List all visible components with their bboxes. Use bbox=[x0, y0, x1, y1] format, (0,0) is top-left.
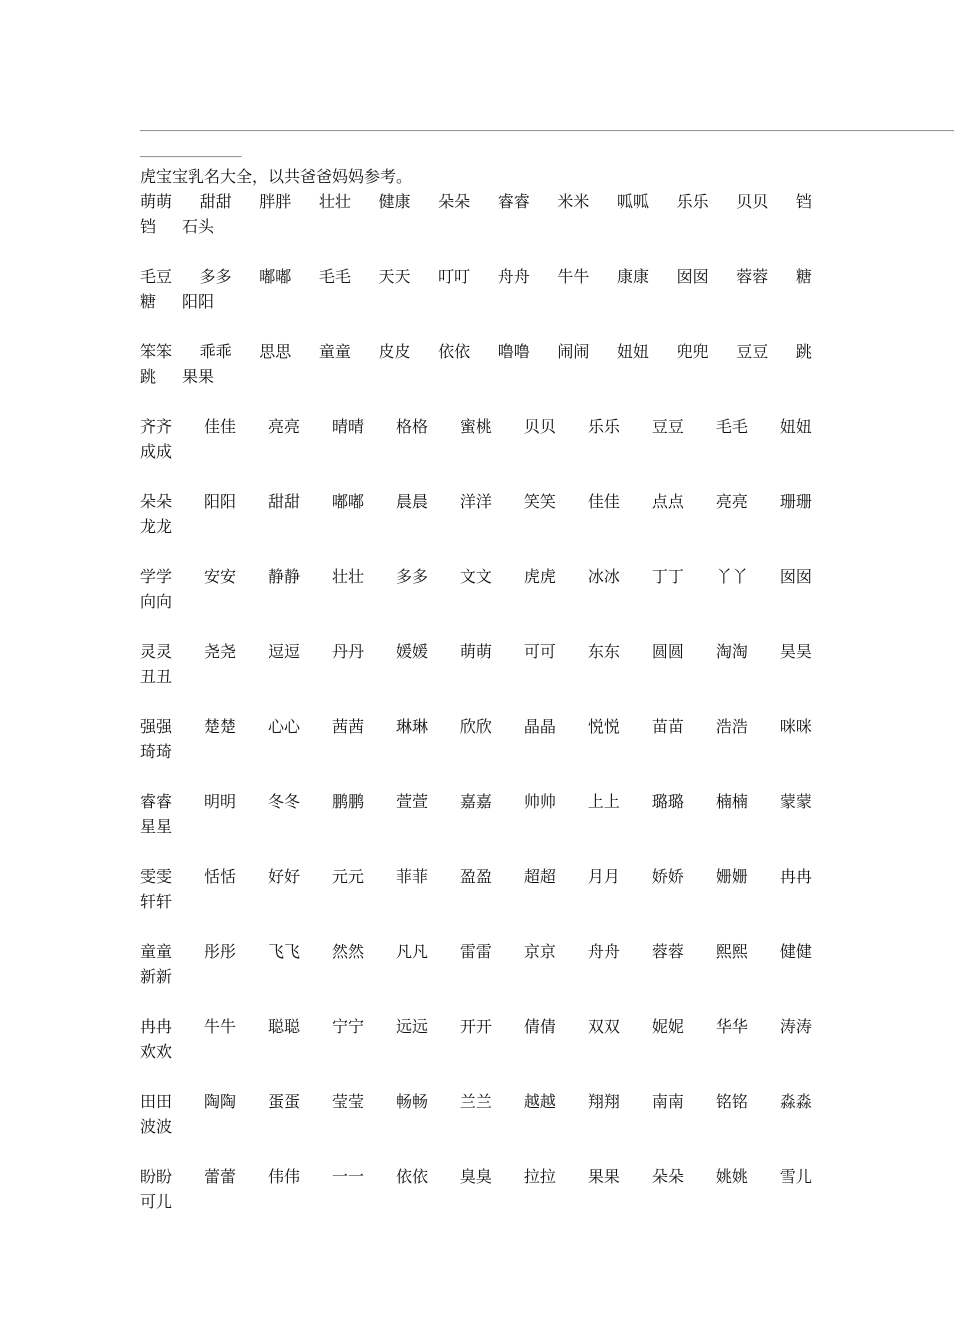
name-line bbox=[140, 414, 812, 439]
name-item: 牛牛 bbox=[203, 1017, 236, 1036]
name-item: 雷雷 bbox=[459, 942, 492, 961]
name-item: 妮妮 bbox=[651, 1017, 684, 1036]
name-item: 丫丫 bbox=[715, 567, 748, 586]
name-item: 跳 bbox=[140, 367, 157, 386]
name-item: 雯雯 bbox=[140, 867, 173, 886]
name-item: 乖乖 bbox=[199, 342, 232, 361]
name-item: 跳 bbox=[795, 342, 812, 361]
name-item: 媛媛 bbox=[395, 642, 428, 661]
name-item: 雪儿 bbox=[779, 1167, 812, 1186]
name-item: 帅帅 bbox=[523, 792, 556, 811]
name-item: 伟伟 bbox=[267, 1167, 300, 1186]
name-item: 咪咪 bbox=[779, 717, 812, 736]
name-item: 妞妞 bbox=[617, 342, 650, 361]
name-item: 兜兜 bbox=[676, 342, 709, 361]
name-item: 星星 bbox=[140, 817, 173, 836]
name-item: 向向 bbox=[140, 592, 173, 611]
name-item: 尧尧 bbox=[203, 642, 236, 661]
name-item: 丑丑 bbox=[140, 667, 173, 686]
name-item: 糖 bbox=[140, 292, 157, 311]
name-item: 上上 bbox=[587, 792, 620, 811]
name-item: 恬恬 bbox=[203, 867, 236, 886]
document-page bbox=[140, 112, 954, 1214]
name-item: 飞飞 bbox=[267, 942, 300, 961]
name-item: 丁丁 bbox=[651, 567, 684, 586]
name-item: 楠楠 bbox=[715, 792, 748, 811]
name-item: 叮叮 bbox=[438, 267, 471, 286]
name-item: 甜甜 bbox=[267, 492, 300, 511]
name-group bbox=[140, 489, 812, 539]
name-item: 朵朵 bbox=[651, 1167, 684, 1186]
name-line-wrap bbox=[140, 964, 812, 989]
name-item: 强强 bbox=[140, 717, 173, 736]
name-item: 龙龙 bbox=[140, 517, 173, 536]
name-item: 米米 bbox=[557, 192, 590, 211]
name-group bbox=[140, 714, 812, 764]
name-item: 彤彤 bbox=[203, 942, 236, 961]
separator-line: ________________________________________________________________________________________________________ bbox=[140, 117, 954, 132]
name-item: 铛 bbox=[795, 192, 812, 211]
name-item: 糖 bbox=[795, 267, 812, 286]
name-item: 宁宁 bbox=[331, 1017, 364, 1036]
name-line bbox=[140, 1014, 812, 1039]
name-item: 萌萌 bbox=[459, 642, 492, 661]
name-item: 田田 bbox=[140, 1092, 173, 1111]
name-item: 蒙蒙 bbox=[779, 792, 812, 811]
name-line-wrap bbox=[140, 364, 812, 389]
name-item: 月月 bbox=[587, 867, 620, 886]
name-item: 南南 bbox=[651, 1092, 684, 1111]
name-item: 华华 bbox=[715, 1017, 748, 1036]
name-item: 丹丹 bbox=[331, 642, 364, 661]
name-item: 朵朵 bbox=[438, 192, 471, 211]
name-line bbox=[140, 864, 812, 889]
name-item: 越越 bbox=[523, 1092, 556, 1111]
name-item: 萌萌 bbox=[140, 192, 173, 211]
name-item: 欣欣 bbox=[459, 717, 492, 736]
name-item: 豆豆 bbox=[736, 342, 769, 361]
name-line bbox=[140, 1089, 812, 1114]
name-item: 倩倩 bbox=[523, 1017, 556, 1036]
name-line-wrap bbox=[140, 589, 812, 614]
name-line bbox=[140, 339, 812, 364]
name-item: 噜噜 bbox=[497, 342, 530, 361]
name-item: 阳阳 bbox=[203, 492, 236, 511]
name-item: 好好 bbox=[267, 867, 300, 886]
name-item: 童童 bbox=[318, 342, 351, 361]
name-item: 陶陶 bbox=[203, 1092, 236, 1111]
name-item: 冉冉 bbox=[779, 867, 812, 886]
name-item: 凡凡 bbox=[395, 942, 428, 961]
name-item: 嘟嘟 bbox=[259, 267, 292, 286]
name-item: 佳佳 bbox=[587, 492, 620, 511]
name-item: 睿睿 bbox=[497, 192, 530, 211]
name-item: 多多 bbox=[199, 267, 232, 286]
name-item: 呱呱 bbox=[617, 192, 650, 211]
name-line-wrap bbox=[140, 214, 812, 239]
name-item: 轩轩 bbox=[140, 892, 173, 911]
name-item: 笨笨 bbox=[140, 342, 173, 361]
name-line bbox=[140, 789, 812, 814]
name-line bbox=[140, 939, 812, 964]
name-item: 格格 bbox=[395, 417, 428, 436]
name-item: 兰兰 bbox=[459, 1092, 492, 1111]
name-group bbox=[140, 564, 812, 614]
name-item: 菲菲 bbox=[395, 867, 428, 886]
name-item: 童童 bbox=[140, 942, 173, 961]
name-line bbox=[140, 564, 812, 589]
name-item: 阳阳 bbox=[182, 292, 215, 311]
name-item: 毛毛 bbox=[715, 417, 748, 436]
name-item: 萱萱 bbox=[395, 792, 428, 811]
name-item: 静静 bbox=[267, 567, 300, 586]
name-item: 灵灵 bbox=[140, 642, 173, 661]
name-item: 嘟嘟 bbox=[331, 492, 364, 511]
name-item: 笑笑 bbox=[523, 492, 556, 511]
name-item: 茜茜 bbox=[331, 717, 364, 736]
intro-text: 虎宝宝乳名大全，以共爸爸妈妈参考。 bbox=[140, 167, 413, 186]
name-line-wrap bbox=[140, 289, 812, 314]
name-item: 健健 bbox=[779, 942, 812, 961]
name-item: 新新 bbox=[140, 967, 173, 986]
name-item: 康康 bbox=[617, 267, 650, 286]
name-item: 苗苗 bbox=[651, 717, 684, 736]
name-line-wrap bbox=[140, 1114, 812, 1139]
name-item: 晴晴 bbox=[331, 417, 364, 436]
name-item: 晨晨 bbox=[395, 492, 428, 511]
name-item: 蜜桃 bbox=[459, 417, 492, 436]
name-item: 开开 bbox=[459, 1017, 492, 1036]
name-item: 壮壮 bbox=[318, 192, 351, 211]
name-item: 远远 bbox=[395, 1017, 428, 1036]
name-item: 毛毛 bbox=[318, 267, 351, 286]
name-line-wrap bbox=[140, 439, 812, 464]
name-item: 乐乐 bbox=[587, 417, 620, 436]
name-item: 多多 bbox=[395, 567, 428, 586]
name-group bbox=[140, 189, 812, 239]
name-item: 元元 bbox=[331, 867, 364, 886]
name-item: 思思 bbox=[259, 342, 292, 361]
name-group bbox=[140, 939, 812, 989]
name-item: 姗姗 bbox=[715, 867, 748, 886]
name-item: 淼淼 bbox=[779, 1092, 812, 1111]
name-group bbox=[140, 864, 812, 914]
name-item: 铛 bbox=[140, 217, 157, 236]
name-line-wrap bbox=[140, 1189, 812, 1214]
name-item: 睿睿 bbox=[140, 792, 173, 811]
name-item: 果果 bbox=[587, 1167, 620, 1186]
name-item: 舟舟 bbox=[497, 267, 530, 286]
name-item: 晶晶 bbox=[523, 717, 556, 736]
name-item: 铭铭 bbox=[715, 1092, 748, 1111]
name-item: 虎虎 bbox=[523, 567, 556, 586]
name-group bbox=[140, 1089, 812, 1139]
name-item: 琳琳 bbox=[395, 717, 428, 736]
name-item: 涛涛 bbox=[779, 1017, 812, 1036]
name-item: 依依 bbox=[438, 342, 471, 361]
name-item: 一一 bbox=[331, 1167, 364, 1186]
name-item: 可可 bbox=[523, 642, 556, 661]
name-item: 聪聪 bbox=[267, 1017, 300, 1036]
name-line-wrap bbox=[140, 889, 812, 914]
name-item: 洋洋 bbox=[459, 492, 492, 511]
name-item: 珊珊 bbox=[779, 492, 812, 511]
name-item: 果果 bbox=[182, 367, 215, 386]
name-item: 天天 bbox=[378, 267, 411, 286]
name-item: 明明 bbox=[203, 792, 236, 811]
name-item: 囡囡 bbox=[676, 267, 709, 286]
name-item: 亮亮 bbox=[715, 492, 748, 511]
name-item: 毛豆 bbox=[140, 267, 173, 286]
name-item: 可儿 bbox=[140, 1192, 173, 1211]
name-item: 悦悦 bbox=[587, 717, 620, 736]
name-item: 成成 bbox=[140, 442, 173, 461]
name-item: 然然 bbox=[331, 942, 364, 961]
name-group bbox=[140, 1164, 812, 1214]
name-line bbox=[140, 264, 812, 289]
name-item: 姚姚 bbox=[715, 1167, 748, 1186]
name-item: 壮壮 bbox=[331, 567, 364, 586]
name-group bbox=[140, 639, 812, 689]
name-item: 超超 bbox=[523, 867, 556, 886]
name-item: 亮亮 bbox=[267, 417, 300, 436]
name-item: 石头 bbox=[182, 217, 215, 236]
name-item: 学学 bbox=[140, 567, 173, 586]
name-line-wrap bbox=[140, 739, 812, 764]
name-item: 贝贝 bbox=[736, 192, 769, 211]
name-item: 蓉蓉 bbox=[736, 267, 769, 286]
name-group bbox=[140, 414, 812, 464]
name-item: 朵朵 bbox=[140, 492, 173, 511]
name-group bbox=[140, 339, 812, 389]
name-item: 文文 bbox=[459, 567, 492, 586]
name-item: 拉拉 bbox=[523, 1167, 556, 1186]
name-line-wrap bbox=[140, 814, 812, 839]
name-item: 蛋蛋 bbox=[267, 1092, 300, 1111]
name-item: 囡囡 bbox=[779, 567, 812, 586]
name-group bbox=[140, 1014, 812, 1064]
name-item: 波波 bbox=[140, 1117, 173, 1136]
name-item: 楚楚 bbox=[203, 717, 236, 736]
name-item: 畅畅 bbox=[395, 1092, 428, 1111]
name-item: 鹏鹏 bbox=[331, 792, 364, 811]
name-item: 冉冉 bbox=[140, 1017, 173, 1036]
name-item: 欢欢 bbox=[140, 1042, 173, 1061]
name-item: 双双 bbox=[587, 1017, 620, 1036]
name-item: 蓉蓉 bbox=[651, 942, 684, 961]
name-item: 舟舟 bbox=[587, 942, 620, 961]
name-item: 浩浩 bbox=[715, 717, 748, 736]
name-line bbox=[140, 489, 812, 514]
name-item: 翔翔 bbox=[587, 1092, 620, 1111]
name-item: 圆圆 bbox=[651, 642, 684, 661]
name-line bbox=[140, 639, 812, 664]
name-item: 蕾蕾 bbox=[203, 1167, 236, 1186]
name-item: 牛牛 bbox=[557, 267, 590, 286]
name-item: 健康 bbox=[378, 192, 411, 211]
name-item: 熙熙 bbox=[715, 942, 748, 961]
name-item: 臭臭 bbox=[459, 1167, 492, 1186]
name-item: 娇娇 bbox=[651, 867, 684, 886]
name-item: 贝贝 bbox=[523, 417, 556, 436]
name-line-wrap bbox=[140, 514, 812, 539]
name-line-wrap bbox=[140, 664, 812, 689]
name-item: 盈盈 bbox=[459, 867, 492, 886]
name-groups bbox=[140, 189, 812, 1214]
name-item: 京京 bbox=[523, 942, 556, 961]
name-item: 齐齐 bbox=[140, 417, 173, 436]
name-item: 琦琦 bbox=[140, 742, 173, 761]
name-item: 闹闹 bbox=[557, 342, 590, 361]
name-item: 皮皮 bbox=[378, 342, 411, 361]
name-item: 嘉嘉 bbox=[459, 792, 492, 811]
name-line bbox=[140, 714, 812, 739]
name-item: 心心 bbox=[267, 717, 300, 736]
name-item: 依依 bbox=[395, 1167, 428, 1186]
name-item: 乐乐 bbox=[676, 192, 709, 211]
name-item: 冬冬 bbox=[267, 792, 300, 811]
name-group bbox=[140, 789, 812, 839]
name-item: 昊昊 bbox=[779, 642, 812, 661]
name-line-wrap bbox=[140, 1039, 812, 1064]
name-item: 妞妞 bbox=[779, 417, 812, 436]
name-item: 逗逗 bbox=[267, 642, 300, 661]
name-group bbox=[140, 264, 812, 314]
name-item: 甜甜 bbox=[199, 192, 232, 211]
name-item: 淘淘 bbox=[715, 642, 748, 661]
name-item: 冰冰 bbox=[587, 567, 620, 586]
separator-line-continuation: _____________ bbox=[140, 143, 242, 158]
name-item: 胖胖 bbox=[259, 192, 292, 211]
name-line bbox=[140, 189, 812, 214]
name-item: 璐璐 bbox=[651, 792, 684, 811]
name-line bbox=[140, 1164, 812, 1189]
name-item: 盼盼 bbox=[140, 1167, 173, 1186]
name-item: 佳佳 bbox=[203, 417, 236, 436]
name-item: 安安 bbox=[203, 567, 236, 586]
name-item: 豆豆 bbox=[651, 417, 684, 436]
name-item: 东东 bbox=[587, 642, 620, 661]
name-item: 点点 bbox=[651, 492, 684, 511]
name-item: 莹莹 bbox=[331, 1092, 364, 1111]
